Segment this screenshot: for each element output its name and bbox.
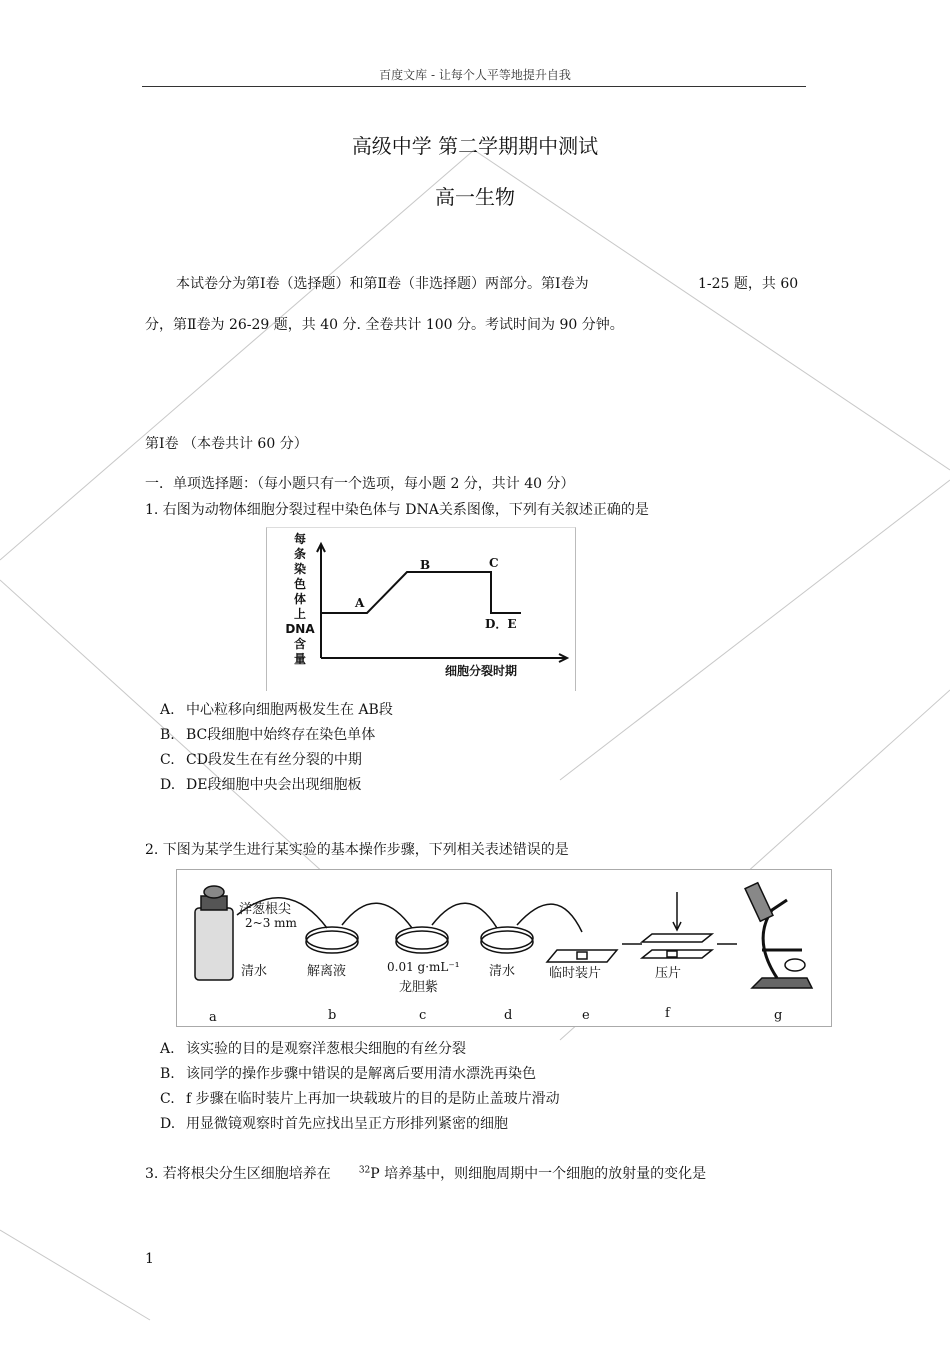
q1-option-a: A. 中心粒移向细胞两极发生在 AB段 — [160, 702, 393, 718]
fig-water-a: 清水 — [241, 964, 268, 979]
part1-heading: 第Ⅰ卷 （本卷共计 60 分） — [145, 436, 308, 452]
intro-line2: 分，第Ⅱ卷为 26-29 题，共 40 分. 全卷共计 100 分。考试时间为 90 分钟。 — [145, 317, 624, 333]
q3-stem: 3. 若将根尖分生区细胞培养在 $^{32}$P 培养基中，则细胞周期中一个细胞的放射量的变化是 — [145, 1165, 707, 1182]
graph-x-label: 细胞分裂时期 — [445, 664, 518, 678]
q1-option-d: D. DE段细胞中央会出现细胞板 — [160, 777, 362, 793]
exam-subject: 高一生物 — [435, 185, 515, 209]
q1-option-c: C. CD段发生在有丝分裂的中期 — [160, 752, 362, 768]
q2-option-a: A. 该实验的目的是观察洋葱根尖细胞的有丝分裂 — [160, 1041, 466, 1057]
graph-y-label: 每 条 染 色 体 上 DNA 含 量 — [285, 532, 315, 666]
fig-step-b: b — [328, 1008, 337, 1023]
fig-onion-label: 洋葱根尖 — [239, 902, 292, 917]
fig-press: 压片 — [655, 966, 682, 981]
graph-point-b: B — [420, 558, 431, 572]
fig-size-label: 2~3 mm — [245, 916, 297, 930]
fig-water-d: 清水 — [489, 964, 516, 979]
fig-step-e: e — [582, 1008, 590, 1023]
intro-line1: 本试卷分为第Ⅰ卷（选择题）和第Ⅱ卷（非选择题）两部分。第Ⅰ卷为 — [176, 276, 589, 292]
page-header: 百度文库 - 让每个人平等地提升自我 — [379, 68, 571, 82]
exam-title: 高级中学 第二学期期中测试 — [351, 134, 599, 158]
fig-step-c: c — [419, 1008, 427, 1023]
fig-step-g: g — [774, 1008, 783, 1023]
fig-stain: 龙胆紫 — [399, 980, 439, 995]
q2-option-d: D. 用显微镜观察时首先应找出呈正方形排列紧密的细胞 — [160, 1116, 508, 1132]
fig-step-f: f — [665, 1006, 670, 1021]
q2-stem: 2. 下图为某学生进行某实验的基本操作步骤，下列相关表述错误的是 — [145, 842, 569, 858]
q2-figure — [176, 869, 832, 1027]
intro-line1-end: 1-25 题，共 60 — [698, 276, 799, 292]
fig-step-a: a — [209, 1010, 217, 1025]
page-number: 1 — [145, 1251, 154, 1267]
q1-stem: 1. 右图为动物体细胞分裂过程中染色体与 DNA关系图像，下列有关叙述正确的是 — [145, 502, 649, 518]
q1-graph — [266, 527, 576, 691]
graph-point-c: C — [489, 556, 499, 570]
fig-step-d: d — [504, 1008, 513, 1023]
graph-point-de: D．E — [485, 617, 517, 631]
fig-slide: 临时装片 — [549, 966, 602, 981]
header-divider — [142, 86, 806, 87]
fig-conc: 0.01 g·mL⁻¹ — [387, 960, 460, 974]
q2-option-b: B. 该同学的操作步骤中错误的是解离后要用清水漂洗再染色 — [160, 1066, 536, 1082]
graph-point-a: A — [355, 596, 365, 610]
fig-jieli: 解离液 — [307, 964, 347, 979]
q2-option-c: C. f 步骤在临时装片上再加一块载玻片的目的是防止盖玻片滑动 — [160, 1091, 560, 1107]
q1-option-b: B. BC段细胞中始终存在染色单体 — [160, 727, 376, 743]
section1-heading: 一．单项选择题：（每小题只有一个选项，每小题 2 分，共计 40 分） — [145, 476, 575, 492]
